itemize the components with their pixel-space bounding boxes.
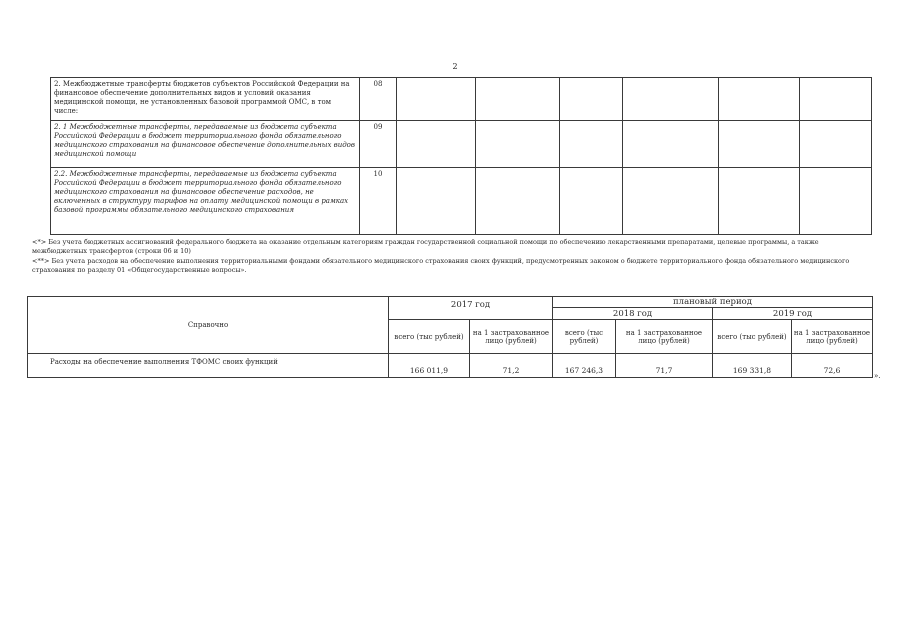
- empty-cell: [623, 121, 719, 168]
- table-row: [51, 78, 872, 121]
- year-2019-header: 2019 год: [713, 308, 873, 320]
- table-row: [51, 121, 872, 168]
- column-total-2018: всего (тыс рублей): [553, 320, 616, 354]
- column-total-2019: всего (тыс рублей): [713, 320, 792, 354]
- closing-quote-mark: ».: [874, 372, 881, 380]
- row-code: 10: [360, 168, 397, 235]
- empty-cell: [397, 168, 476, 235]
- column-per-insured-2019: на 1 застрахованное лицо (рублей): [792, 320, 873, 354]
- row-code: 09: [360, 121, 397, 168]
- empty-cell: [476, 121, 560, 168]
- empty-cell: [397, 78, 476, 121]
- empty-cell: [476, 78, 560, 121]
- expense-row-label: Расходы на обеспечение выполнения ТФОМС своих функций: [28, 354, 389, 378]
- value-per-insured-2019: 72,6: [792, 354, 873, 378]
- planning-period-header: плановый период: [553, 297, 873, 308]
- empty-cell: [623, 78, 719, 121]
- empty-cell: [800, 78, 872, 121]
- empty-cell: [397, 121, 476, 168]
- reference-table: [27, 296, 873, 378]
- empty-cell: [560, 78, 623, 121]
- row-code: 08: [360, 78, 397, 121]
- year-2018-header: 2018 год: [553, 308, 713, 320]
- empty-cell: [560, 121, 623, 168]
- year-2017-header: 2017 год: [389, 297, 553, 320]
- value-total-2019: 169 331,8: [713, 354, 792, 378]
- footnotes: [32, 238, 872, 276]
- value-per-insured-2018: 71,7: [616, 354, 713, 378]
- table-row: [28, 354, 873, 378]
- empty-cell: [800, 121, 872, 168]
- page-number: 2: [452, 62, 458, 71]
- empty-cell: [719, 78, 800, 121]
- empty-cell: [800, 168, 872, 235]
- value-total-2018: 167 246,3: [553, 354, 616, 378]
- column-per-insured-2017: на 1 застрахованное лицо (рублей): [470, 320, 553, 354]
- empty-cell: [719, 121, 800, 168]
- footnote-1: <*> Без учета бюджетных ассигнований федерального бюджета на оказание отдельным категориям граждан государственной социальной помощи по обеспечению лекарственными препаратами, целевые программы, а также межбюджетных трансфертов (строки 06 и 10): [32, 238, 819, 255]
- empty-cell: [623, 168, 719, 235]
- reference-title: Справочно: [28, 297, 389, 354]
- empty-cell: [719, 168, 800, 235]
- footnote-2: <**> Без учета расходов на обеспечение выполнения территориальными фондами обязательного медицинского страхования своих функций, предусмотренных законом о бюджете территориального фонда обязательного медицинского страхования по разделу 01 «Общегосударственные вопросы».: [32, 257, 850, 274]
- empty-cell: [560, 168, 623, 235]
- row-description: 2. Межбюджетные трансферты бюджетов субъектов Российской Федерации на финансовое обеспечение дополнительных видов и условий оказания медицинской помощи, не установленных базовой программой ОМС, в том числе:: [51, 78, 360, 121]
- value-per-insured-2017: 71,2: [470, 354, 553, 378]
- column-per-insured-2018: на 1 застрахованное лицо (рублей): [616, 320, 713, 354]
- empty-cell: [476, 168, 560, 235]
- value-total-2017: 166 011,9: [389, 354, 470, 378]
- table-row: [51, 168, 872, 235]
- row-description: 2.2. Межбюджетные трансферты, передаваемые из бюджета субъекта Российской Федерации в бюджет территориального фонда обязательного медицинского страхования на финансовое обеспечение расходов, не включенных в структуру тарифов на оплату медицинской помощи в рамках базовой программы обязательного медицинского страхования: [51, 168, 360, 235]
- column-total-2017: всего (тыс рублей): [389, 320, 470, 354]
- row-description: 2. 1 Межбюджетные трансферты, передаваемые из бюджета субъекта Российской Федерации в бюджет территориального фонда обязательного медицинского страхования на финансовое обеспечение дополнительных видов медицинской помощи: [51, 121, 360, 168]
- transfers-table: [50, 77, 872, 235]
